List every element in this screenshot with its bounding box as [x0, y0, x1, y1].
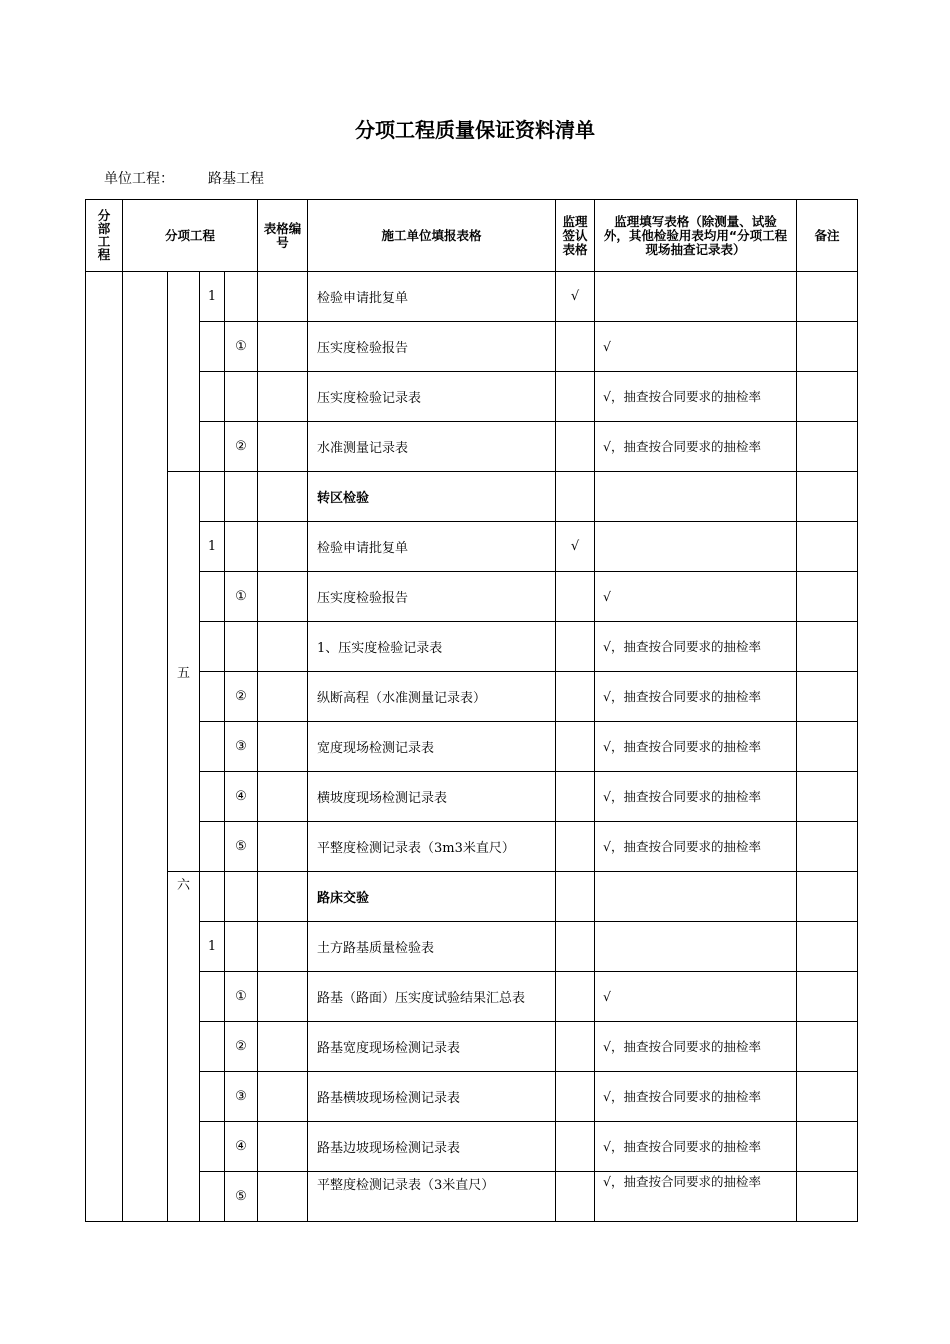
- form-no-cell: [258, 1022, 308, 1072]
- sign-cell: [556, 622, 595, 672]
- remark-cell: [797, 872, 858, 922]
- row-sub-number: [225, 372, 258, 422]
- row-number: [200, 772, 225, 822]
- remark-cell: [797, 822, 858, 872]
- form-name: 压实度检验记录表: [308, 372, 556, 422]
- fill-cell: √，抽查按合同要求的抽检率: [595, 422, 797, 472]
- form-no-cell: [258, 372, 308, 422]
- form-name: 检验申请批复单: [308, 522, 556, 572]
- sign-cell: [556, 1072, 595, 1122]
- sign-cell: [556, 372, 595, 422]
- form-no-cell: [258, 572, 308, 622]
- form-no-cell: [258, 972, 308, 1022]
- unit-line: [104, 168, 264, 188]
- table-row: [86, 522, 858, 572]
- row-number: [200, 372, 225, 422]
- fill-cell: √: [595, 972, 797, 1022]
- row-sub-number: [225, 622, 258, 672]
- header-supervisor-fill: 监理填写表格（除测量、试验外，其他检验用表均用“分项工程现场抽查记录表）: [595, 200, 797, 272]
- sign-cell: √: [556, 272, 595, 322]
- form-name: 横坡度现场检测记录表: [308, 772, 556, 822]
- quality-docs-table: [85, 199, 858, 1222]
- sign-cell: [556, 1172, 595, 1222]
- form-name: 1、压实度检验记录表: [308, 622, 556, 672]
- page-title: 分项工程质量保证资料清单: [355, 118, 595, 142]
- form-name: 路基边坡现场检测记录表: [308, 1122, 556, 1172]
- row-number: [200, 722, 225, 772]
- row-sub-number: ②: [225, 1022, 258, 1072]
- sign-cell: [556, 1022, 595, 1072]
- unit-value: 路基工程: [208, 171, 264, 187]
- fill-cell: √，抽查按合同要求的抽检率: [595, 772, 797, 822]
- form-name: 压实度检验报告: [308, 572, 556, 622]
- group-cell: 五: [168, 472, 200, 872]
- form-name: 压实度检验报告: [308, 322, 556, 372]
- form-name: 土方路基质量检验表: [308, 922, 556, 972]
- remark-cell: [797, 572, 858, 622]
- fill-cell: [595, 872, 797, 922]
- header-part: 分部工程: [86, 200, 123, 272]
- sign-cell: [556, 572, 595, 622]
- remark-cell: [797, 622, 858, 672]
- row-sub-number: ①: [225, 572, 258, 622]
- row-sub-number: [225, 922, 258, 972]
- form-no-cell: [258, 622, 308, 672]
- table-row: [86, 422, 858, 472]
- form-name: 纵断高程（水准测量记录表）: [308, 672, 556, 722]
- fill-cell: √，抽查按合同要求的抽检率: [595, 672, 797, 722]
- row-sub-number: ⑤: [225, 1172, 258, 1222]
- table-row: [86, 922, 858, 972]
- remark-cell: [797, 1072, 858, 1122]
- header-remark: 备注: [797, 200, 858, 272]
- form-no-cell: [258, 722, 308, 772]
- form-no-cell: [258, 272, 308, 322]
- table-row: [86, 272, 858, 322]
- remark-cell: [797, 972, 858, 1022]
- table-row: [86, 322, 858, 372]
- row-sub-number: [225, 872, 258, 922]
- form-name: 转区检验: [308, 472, 556, 522]
- remark-cell: [797, 372, 858, 422]
- row-number: [200, 622, 225, 672]
- form-name: 检验申请批复单: [308, 272, 556, 322]
- table-row: [86, 1172, 858, 1222]
- remark-cell: [797, 772, 858, 822]
- form-name: 路基（路面）压实度试验结果汇总表: [308, 972, 556, 1022]
- table-row: [86, 822, 858, 872]
- row-number: [200, 972, 225, 1022]
- fill-cell: √，抽查按合同要求的抽检率: [595, 622, 797, 672]
- row-number: [200, 1172, 225, 1222]
- row-number: 1: [200, 522, 225, 572]
- sign-cell: [556, 872, 595, 922]
- table-row: [86, 572, 858, 622]
- row-sub-number: [225, 472, 258, 522]
- remark-cell: [797, 322, 858, 372]
- remark-cell: [797, 672, 858, 722]
- sign-cell: [556, 772, 595, 822]
- fill-cell: √，抽查按合同要求的抽检率: [595, 1122, 797, 1172]
- remark-cell: [797, 1122, 858, 1172]
- table-row: [86, 722, 858, 772]
- remark-cell: [797, 422, 858, 472]
- form-no-cell: [258, 322, 308, 372]
- row-number: [200, 1022, 225, 1072]
- header-item: 分项工程: [123, 200, 258, 272]
- item-blank-cell: [123, 272, 168, 1222]
- group-cell: [168, 272, 200, 472]
- header-supervisor-sign: 监理签认表格: [556, 200, 595, 272]
- row-number: [200, 1072, 225, 1122]
- form-no-cell: [258, 1122, 308, 1172]
- fill-cell: [595, 522, 797, 572]
- table-row: [86, 1072, 858, 1122]
- fill-cell: [595, 272, 797, 322]
- form-no-cell: [258, 772, 308, 822]
- sign-cell: [556, 1122, 595, 1172]
- row-number: 1: [200, 272, 225, 322]
- fill-cell: √，抽查按合同要求的抽检率: [595, 722, 797, 772]
- form-no-cell: [258, 1172, 308, 1222]
- form-no-cell: [258, 922, 308, 972]
- form-name: 平整度检测记录表（3米直尺）: [308, 1172, 556, 1222]
- remark-cell: [797, 272, 858, 322]
- fill-cell: [595, 922, 797, 972]
- row-number: [200, 822, 225, 872]
- form-name: 平整度检测记录表（3m3米直尺）: [308, 822, 556, 872]
- form-name: 宽度现场检测记录表: [308, 722, 556, 772]
- group-cell: 六: [168, 872, 200, 1222]
- table-row: [86, 622, 858, 672]
- row-sub-number: ③: [225, 1072, 258, 1122]
- remark-cell: [797, 1022, 858, 1072]
- row-sub-number: ⑤: [225, 822, 258, 872]
- table-row: [86, 472, 858, 522]
- remark-cell: [797, 922, 858, 972]
- form-no-cell: [258, 1072, 308, 1122]
- sign-cell: [556, 722, 595, 772]
- form-no-cell: [258, 872, 308, 922]
- table-header-row: [86, 200, 858, 272]
- sign-cell: [556, 322, 595, 372]
- row-number: [200, 572, 225, 622]
- form-no-cell: [258, 422, 308, 472]
- fill-cell: √，抽查按合同要求的抽检率: [595, 1022, 797, 1072]
- form-no-cell: [258, 522, 308, 572]
- row-number: [200, 322, 225, 372]
- form-no-cell: [258, 822, 308, 872]
- sign-cell: [556, 822, 595, 872]
- form-name: 路基横坡现场检测记录表: [308, 1072, 556, 1122]
- unit-label: 单位工程：: [104, 171, 174, 187]
- sign-cell: [556, 422, 595, 472]
- form-no-cell: [258, 672, 308, 722]
- row-number: [200, 872, 225, 922]
- row-sub-number: ②: [225, 672, 258, 722]
- table-row: [86, 1122, 858, 1172]
- fill-cell: √，抽查按合同要求的抽检率: [595, 1172, 797, 1222]
- table-row: [86, 872, 858, 922]
- row-sub-number: [225, 522, 258, 572]
- remark-cell: [797, 1172, 858, 1222]
- fill-cell: √，抽查按合同要求的抽检率: [595, 372, 797, 422]
- part-cell: [86, 272, 123, 1222]
- remark-cell: [797, 522, 858, 572]
- table-row: [86, 972, 858, 1022]
- row-sub-number: ②: [225, 422, 258, 472]
- row-sub-number: [225, 272, 258, 322]
- fill-cell: [595, 472, 797, 522]
- row-sub-number: ①: [225, 972, 258, 1022]
- sign-cell: [556, 472, 595, 522]
- table-row: [86, 372, 858, 422]
- form-name: 路基宽度现场检测记录表: [308, 1022, 556, 1072]
- row-sub-number: ④: [225, 772, 258, 822]
- sign-cell: [556, 672, 595, 722]
- remark-cell: [797, 722, 858, 772]
- row-sub-number: ③: [225, 722, 258, 772]
- row-number: [200, 1122, 225, 1172]
- remark-cell: [797, 472, 858, 522]
- fill-cell: √，抽查按合同要求的抽检率: [595, 1072, 797, 1122]
- sign-cell: √: [556, 522, 595, 572]
- sign-cell: [556, 922, 595, 972]
- row-number: 1: [200, 922, 225, 972]
- table-row: [86, 672, 858, 722]
- row-number: [200, 422, 225, 472]
- sign-cell: [556, 972, 595, 1022]
- row-sub-number: ④: [225, 1122, 258, 1172]
- fill-cell: √: [595, 322, 797, 372]
- form-name: 路床交验: [308, 872, 556, 922]
- fill-cell: √: [595, 572, 797, 622]
- form-name: 水准测量记录表: [308, 422, 556, 472]
- row-sub-number: ①: [225, 322, 258, 372]
- form-no-cell: [258, 472, 308, 522]
- row-number: [200, 672, 225, 722]
- header-form-no: 表格编号: [258, 200, 308, 272]
- table-row: [86, 772, 858, 822]
- header-contractor-form: 施工单位填报表格: [308, 200, 556, 272]
- row-number: [200, 472, 225, 522]
- fill-cell: √，抽查按合同要求的抽检率: [595, 822, 797, 872]
- table-row: [86, 1022, 858, 1072]
